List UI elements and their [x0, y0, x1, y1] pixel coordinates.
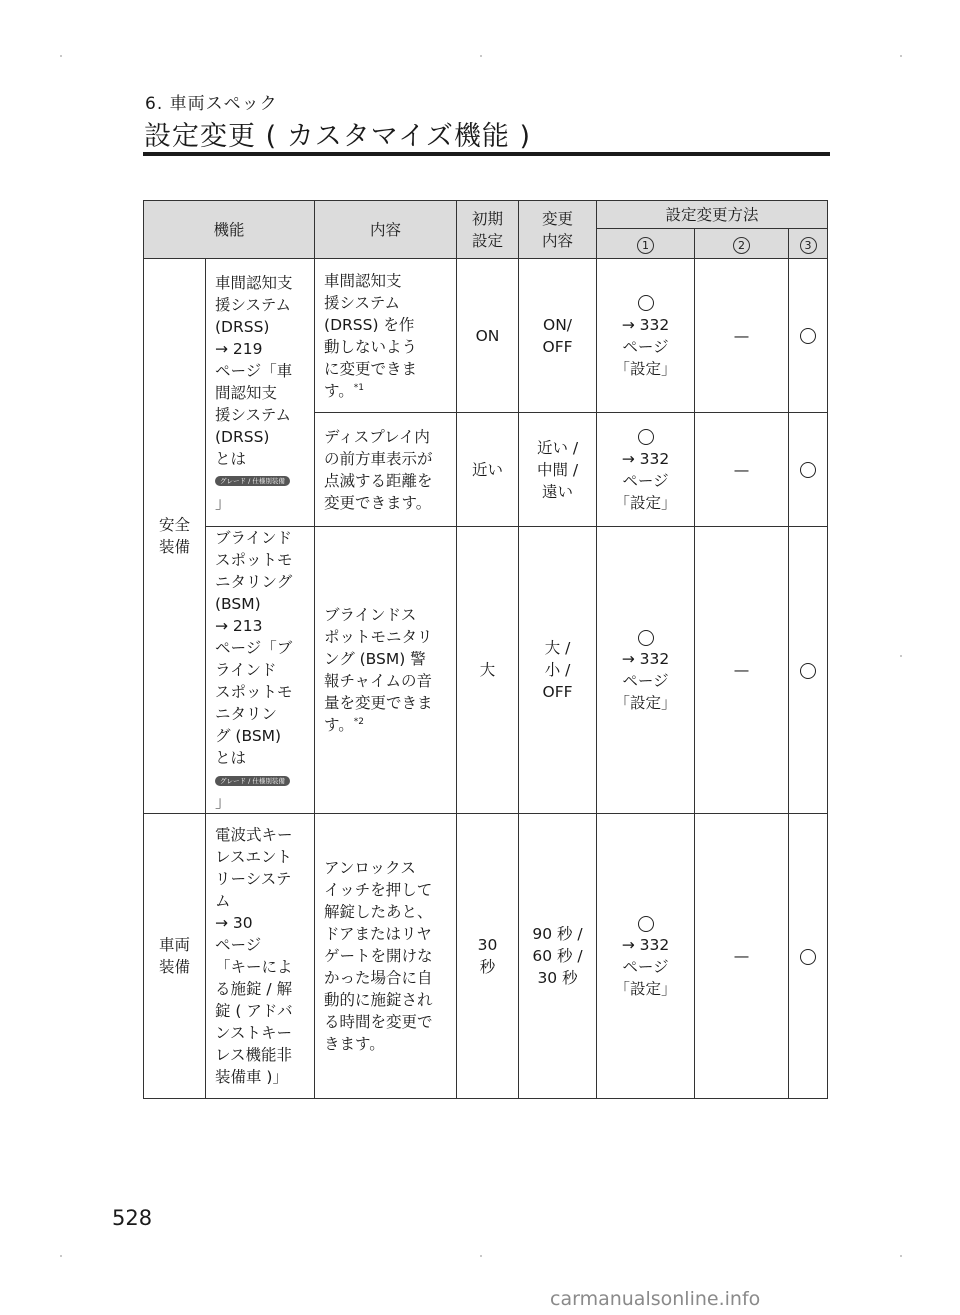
header-method-3 — [789, 229, 828, 259]
method2-cell: — — [695, 413, 789, 527]
content-text: ブラインドス ポットモニタリ ング (BSM) 警 報チャイムの音 量を変更できま す。 — [324, 606, 433, 734]
method2-cell: — — [695, 259, 789, 413]
method3-cell — [789, 259, 828, 413]
header-content: 内容 — [315, 201, 457, 259]
header-change: 変更 内容 — [519, 201, 597, 259]
method1-cell — [597, 527, 695, 814]
table-row — [144, 814, 828, 1099]
grade-badge: グレード / 仕様別装備 — [215, 476, 290, 486]
page-reference: → 332 ページ 「設定」 — [614, 315, 677, 378]
initial-cell: 大 — [457, 527, 519, 814]
circle-mark-icon — [800, 949, 816, 965]
category-cell: 車両 装備 — [144, 814, 206, 1099]
function-text: ブラインド スポットモ ニタリング (BSM) → 213 ページ「ブ ラインド スポットモ ニタリン グ (BSM) とは — [215, 529, 293, 767]
circle-mark-icon — [638, 295, 654, 311]
method2-cell: — — [695, 814, 789, 1099]
print-mark — [900, 655, 902, 657]
page-number: 528 — [112, 1206, 153, 1230]
change-cell: ON/ OFF — [519, 259, 597, 413]
print-mark — [480, 55, 482, 57]
method1-cell — [597, 814, 695, 1099]
circled-number: 2 — [733, 237, 750, 254]
function-close: 」 — [215, 793, 231, 811]
page-reference: → 332 ページ 「設定」 — [614, 936, 677, 998]
footnote-marker: *1 — [353, 382, 365, 393]
print-mark — [60, 55, 62, 57]
circle-mark-icon — [638, 630, 654, 646]
print-mark — [900, 1255, 902, 1257]
watermark: carmanualsonline.info — [550, 1288, 761, 1310]
header-method-2 — [695, 229, 789, 259]
change-cell: 大 / 小 / OFF — [519, 527, 597, 814]
function-close: 」 — [215, 493, 231, 512]
title-divider — [143, 152, 830, 156]
initial-cell: 近い — [457, 413, 519, 527]
change-cell: 90 秒 / 60 秒 / 30 秒 — [519, 814, 597, 1099]
method1-cell — [597, 413, 695, 527]
section-label: 6. 車両スペック — [145, 94, 278, 114]
content-cell: ディスプレイ内 の前方車表示が 点滅する距離を 変更できます。 — [315, 413, 457, 527]
header-initial: 初期 設定 — [457, 201, 519, 259]
page-reference: → 332 ページ 「設定」 — [614, 650, 677, 712]
print-mark — [900, 55, 902, 57]
category-cell: 安全 装備 — [144, 259, 206, 814]
circle-mark-icon — [638, 916, 654, 932]
header-method-1 — [597, 229, 695, 259]
function-cell — [206, 527, 315, 814]
table-row — [144, 259, 828, 413]
footnote-marker: *2 — [353, 716, 365, 727]
print-mark — [480, 1255, 482, 1257]
content-cell: アンロックス イッチを押して 解錠したあと、 ドアまたはリヤ ゲートを開けな かった場合に自 動的に施錠され る時間を変更で きます。 — [315, 814, 457, 1099]
circle-mark-icon — [800, 663, 816, 679]
header-function: 機能 — [144, 201, 315, 259]
content-cell — [315, 259, 457, 413]
method3-cell — [789, 527, 828, 814]
function-text: 車間認知支 援システム (DRSS) → 219 ページ「車 間認知支 援システム (DRSS) とは — [215, 273, 293, 468]
initial-cell: ON — [457, 259, 519, 413]
content-text: 車間認知支 援システム (DRSS) を作 動しないよう に変更できま す。 — [324, 271, 418, 400]
method3-cell — [789, 413, 828, 527]
grade-badge: グレード / 仕様別装備 — [215, 776, 290, 786]
function-cell: 電波式キー レスエント リーシステ ム → 30 ページ 「キーによ る施錠 / 解 錠 ( アドバ ンストキー レス機能非 装備車 )」 — [206, 814, 315, 1099]
circled-number: 3 — [800, 237, 817, 254]
circle-mark-icon — [800, 328, 816, 344]
table-row — [144, 527, 828, 814]
change-cell: 近い / 中間 / 遠い — [519, 413, 597, 527]
circle-mark-icon — [800, 462, 816, 478]
print-mark — [60, 1255, 62, 1257]
circle-mark-icon — [638, 429, 654, 445]
method1-cell — [597, 259, 695, 413]
page-reference: → 332 ページ 「設定」 — [614, 449, 677, 512]
function-cell — [206, 259, 315, 527]
header-method: 設定変更方法 — [597, 201, 828, 229]
page-title: 設定変更 ( カスタマイズ機能 ) — [144, 121, 532, 152]
initial-cell: 30 秒 — [457, 814, 519, 1099]
circled-number: 1 — [637, 237, 654, 254]
method2-cell: — — [695, 527, 789, 814]
settings-table — [143, 200, 828, 1099]
method3-cell — [789, 814, 828, 1099]
content-cell — [315, 527, 457, 814]
